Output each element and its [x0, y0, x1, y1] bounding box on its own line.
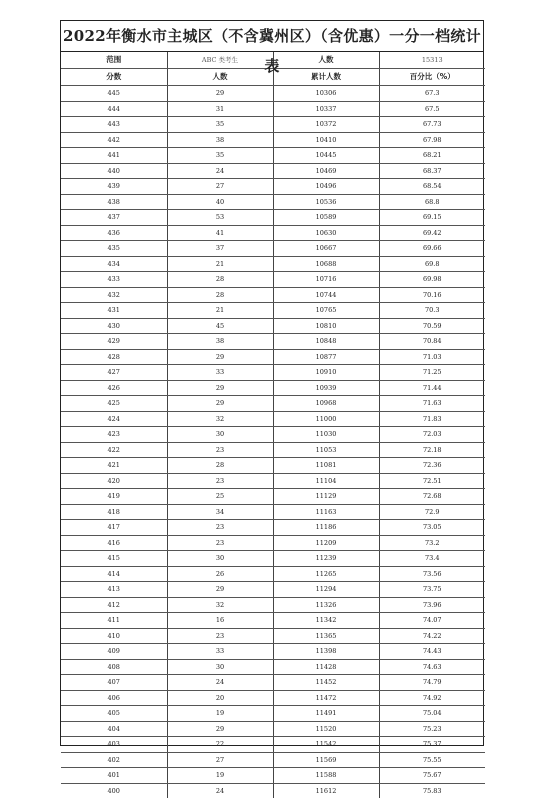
score-cell: 434 — [61, 256, 167, 272]
score-table — [61, 52, 485, 798]
percent-cell: 71.03 — [379, 349, 485, 365]
table-row — [61, 675, 485, 691]
count-cell: 21 — [167, 303, 273, 319]
count-cell: 29 — [167, 582, 273, 598]
cumulative-cell: 11542 — [273, 737, 379, 753]
percent-cell: 74.07 — [379, 613, 485, 629]
table-row — [61, 551, 485, 567]
percent-cell: 71.83 — [379, 411, 485, 427]
percent-cell: 73.96 — [379, 597, 485, 613]
score-cell: 417 — [61, 520, 167, 536]
cumulative-cell: 10810 — [273, 318, 379, 334]
cumulative-cell: 10667 — [273, 241, 379, 257]
cumulative-cell: 11000 — [273, 411, 379, 427]
count-cell: 29 — [167, 380, 273, 396]
percent-cell: 75.37 — [379, 737, 485, 753]
table-row — [61, 303, 485, 319]
cumulative-cell: 10688 — [273, 256, 379, 272]
table-row — [61, 659, 485, 675]
count-cell: 29 — [167, 721, 273, 737]
table-row — [61, 442, 485, 458]
score-cell: 422 — [61, 442, 167, 458]
score-cell: 441 — [61, 148, 167, 164]
cumulative-cell: 11342 — [273, 613, 379, 629]
table-row — [61, 256, 485, 272]
cumulative-cell: 10910 — [273, 365, 379, 381]
cumulative-cell: 11053 — [273, 442, 379, 458]
count-cell: 41 — [167, 225, 273, 241]
cumulative-cell: 10536 — [273, 194, 379, 210]
cumulative-cell: 10877 — [273, 349, 379, 365]
count-cell: 30 — [167, 659, 273, 675]
score-cell: 408 — [61, 659, 167, 675]
count-cell: 23 — [167, 473, 273, 489]
percent-cell: 71.44 — [379, 380, 485, 396]
table-row — [61, 582, 485, 598]
percent-cell: 70.59 — [379, 318, 485, 334]
percent-cell: 67.98 — [379, 132, 485, 148]
count-cell: 24 — [167, 783, 273, 798]
column-header-percent: 百分比（%） — [379, 69, 485, 86]
table-row — [61, 566, 485, 582]
table-row — [61, 783, 485, 798]
cumulative-cell: 11365 — [273, 628, 379, 644]
table-row — [61, 690, 485, 706]
table-row — [61, 752, 485, 768]
percent-cell: 68.21 — [379, 148, 485, 164]
cumulative-cell: 11588 — [273, 768, 379, 784]
percent-cell: 70.3 — [379, 303, 485, 319]
table-row — [61, 396, 485, 412]
count-cell: 27 — [167, 179, 273, 195]
table-row — [61, 380, 485, 396]
cumulative-cell: 11294 — [273, 582, 379, 598]
score-cell: 427 — [61, 365, 167, 381]
score-cell: 407 — [61, 675, 167, 691]
count-cell: 23 — [167, 520, 273, 536]
total-count-value: 15313 — [379, 52, 485, 69]
count-cell: 37 — [167, 241, 273, 257]
cumulative-cell: 10306 — [273, 86, 379, 102]
percent-cell: 72.9 — [379, 504, 485, 520]
count-cell: 24 — [167, 163, 273, 179]
table-row — [61, 225, 485, 241]
cumulative-cell: 10939 — [273, 380, 379, 396]
count-cell: 28 — [167, 272, 273, 288]
score-cell: 436 — [61, 225, 167, 241]
percent-cell: 75.67 — [379, 768, 485, 784]
table-row — [61, 179, 485, 195]
count-cell: 28 — [167, 287, 273, 303]
count-cell: 28 — [167, 458, 273, 474]
table-row — [61, 210, 485, 226]
percent-cell: 70.16 — [379, 287, 485, 303]
table-row — [61, 644, 485, 660]
percent-cell: 72.18 — [379, 442, 485, 458]
percent-cell: 71.25 — [379, 365, 485, 381]
cumulative-cell: 10968 — [273, 396, 379, 412]
cumulative-cell: 10765 — [273, 303, 379, 319]
percent-cell: 74.43 — [379, 644, 485, 660]
table-row — [61, 86, 485, 102]
score-table-sheet — [60, 20, 484, 795]
column-header-count: 人数 — [167, 69, 273, 86]
score-cell: 403 — [61, 737, 167, 753]
cumulative-cell: 11265 — [273, 566, 379, 582]
count-cell: 30 — [167, 427, 273, 443]
percent-cell: 75.83 — [422, 786, 442, 795]
percent-cell: 71.63 — [379, 396, 485, 412]
table-row — [61, 117, 485, 133]
score-cell: 420 — [61, 473, 167, 489]
cumulative-cell: 10744 — [273, 287, 379, 303]
score-cell: 402 — [61, 752, 167, 768]
score-cell: 400 — [61, 783, 167, 798]
count-cell: 34 — [167, 504, 273, 520]
score-cell: 444 — [61, 101, 167, 117]
percent-cell: 67.3 — [379, 86, 485, 102]
count-cell: 38 — [167, 334, 273, 350]
score-cell: 437 — [61, 210, 167, 226]
cumulative-cell: 11569 — [273, 752, 379, 768]
cumulative-cell: 11428 — [273, 659, 379, 675]
table-row — [61, 489, 485, 505]
table-row — [61, 721, 485, 737]
score-cell: 411 — [61, 613, 167, 629]
cumulative-cell: 11452 — [273, 675, 379, 691]
score-cell: 433 — [61, 272, 167, 288]
table-row — [61, 411, 485, 427]
cumulative-cell: 10848 — [273, 334, 379, 350]
score-cell: 405 — [61, 706, 167, 722]
score-cell: 419 — [61, 489, 167, 505]
count-cell: 23 — [167, 628, 273, 644]
cumulative-cell: 11520 — [273, 721, 379, 737]
count-cell: 21 — [167, 256, 273, 272]
score-cell: 412 — [61, 597, 167, 613]
score-cell: 430 — [61, 318, 167, 334]
percent-cell: 72.51 — [379, 473, 485, 489]
percent-cell: 70.84 — [379, 334, 485, 350]
count-cell: 29 — [167, 349, 273, 365]
table-row — [61, 613, 485, 629]
count-cell: 30 — [167, 551, 273, 567]
range-value: ABC 类考生 — [167, 52, 273, 69]
table-row — [61, 520, 485, 536]
count-cell: 26 — [167, 566, 273, 582]
percent-cell: 69.8 — [379, 256, 485, 272]
table-row — [61, 148, 485, 164]
score-cell: 442 — [61, 132, 167, 148]
percent-cell: 75.55 — [379, 752, 485, 768]
percent-cell: 68.54 — [379, 179, 485, 195]
count-cell: 40 — [167, 194, 273, 210]
count-cell: 33 — [167, 644, 273, 660]
table-row — [61, 737, 485, 753]
percent-cell: 68.8 — [379, 194, 485, 210]
score-cell: 406 — [61, 690, 167, 706]
table-row — [61, 334, 485, 350]
cumulative-cell: 10716 — [273, 272, 379, 288]
count-cell: 53 — [167, 210, 273, 226]
count-cell: 31 — [167, 101, 273, 117]
score-cell: 401 — [61, 768, 167, 784]
score-cell: 439 — [61, 179, 167, 195]
table-row — [61, 349, 485, 365]
cumulative-cell: 10496 — [273, 179, 379, 195]
count-cell: 24 — [167, 675, 273, 691]
percent-cell: 72.36 — [379, 458, 485, 474]
table-row — [61, 535, 485, 551]
percent-cell: 74.22 — [379, 628, 485, 644]
percent-cell: 69.15 — [379, 210, 485, 226]
percent-cell: 67.73 — [379, 117, 485, 133]
table-row — [61, 427, 485, 443]
cumulative-cell: 11104 — [273, 473, 379, 489]
score-cell: 423 — [61, 427, 167, 443]
percent-cell: 72.03 — [379, 427, 485, 443]
column-header-cumulative: 累计人数 — [273, 69, 379, 86]
score-cell: 414 — [61, 566, 167, 582]
score-cell: 424 — [61, 411, 167, 427]
table-row — [61, 194, 485, 210]
table-row — [61, 287, 485, 303]
count-cell: 19 — [167, 768, 273, 784]
percent-cell: 73.75 — [379, 582, 485, 598]
table-row — [61, 597, 485, 613]
table-row — [61, 458, 485, 474]
cumulative-cell: 10469 — [273, 163, 379, 179]
column-header-score: 分数 — [61, 69, 167, 86]
table-row — [61, 473, 485, 489]
percent-cell: 75.04 — [379, 706, 485, 722]
cumulative-cell: 11326 — [273, 597, 379, 613]
percent-cell: 74.92 — [379, 690, 485, 706]
percent-cell: 74.63 — [379, 659, 485, 675]
table-row — [61, 768, 485, 784]
percent-cell: 74.79 — [379, 675, 485, 691]
percent-cell: 67.5 — [379, 101, 485, 117]
cumulative-cell: 11186 — [273, 520, 379, 536]
table-row — [61, 365, 485, 381]
score-cell: 415 — [61, 551, 167, 567]
table-row — [61, 706, 485, 722]
cumulative-cell: 11239 — [273, 551, 379, 567]
cumulative-cell: 11030 — [273, 427, 379, 443]
count-cell: 23 — [167, 535, 273, 551]
table-row — [61, 272, 485, 288]
score-cell: 445 — [61, 86, 167, 102]
percent-cell: 73.4 — [379, 551, 485, 567]
table-row — [61, 163, 485, 179]
score-cell: 425 — [61, 396, 167, 412]
score-cell: 421 — [61, 458, 167, 474]
count-cell: 29 — [167, 86, 273, 102]
cumulative-cell: 10337 — [273, 101, 379, 117]
percent-cell: 73.2 — [379, 535, 485, 551]
score-cell: 409 — [61, 644, 167, 660]
score-cell: 431 — [61, 303, 167, 319]
score-cell: 438 — [61, 194, 167, 210]
score-cell: 404 — [61, 721, 167, 737]
table-row — [61, 628, 485, 644]
document-title: 2022年衡水市主城区（不含冀州区）（含优惠）一分一档统计表 — [61, 21, 483, 52]
cumulative-cell: 11398 — [273, 644, 379, 660]
score-cell: 410 — [61, 628, 167, 644]
count-cell: 45 — [167, 318, 273, 334]
cumulative-cell: 11612 — [273, 783, 379, 798]
count-cell: 16 — [167, 613, 273, 629]
table-row — [61, 504, 485, 520]
table-row — [61, 101, 485, 117]
table-row — [61, 318, 485, 334]
cumulative-cell: 10372 — [273, 117, 379, 133]
score-cell: 443 — [61, 117, 167, 133]
score-cell: 418 — [61, 504, 167, 520]
percent-cell: 73.56 — [379, 566, 485, 582]
score-cell: 428 — [61, 349, 167, 365]
percent-cell: 69.66 — [379, 241, 485, 257]
count-cell: 22 — [167, 737, 273, 753]
cumulative-cell: 11163 — [273, 504, 379, 520]
count-cell: 35 — [167, 117, 273, 133]
score-cell: 416 — [61, 535, 167, 551]
table-row — [61, 241, 485, 257]
count-cell: 29 — [167, 396, 273, 412]
percent-cell: 69.42 — [379, 225, 485, 241]
cumulative-cell: 10589 — [273, 210, 379, 226]
count-cell: 32 — [167, 411, 273, 427]
cumulative-cell: 10445 — [273, 148, 379, 164]
cumulative-cell: 11129 — [273, 489, 379, 505]
count-cell: 25 — [167, 489, 273, 505]
cumulative-cell: 11472 — [273, 690, 379, 706]
score-cell: 435 — [61, 241, 167, 257]
percent-cell: 73.05 — [379, 520, 485, 536]
count-cell: 32 — [167, 597, 273, 613]
score-cell: 432 — [61, 287, 167, 303]
cumulative-cell: 11081 — [273, 458, 379, 474]
cumulative-cell: 11209 — [273, 535, 379, 551]
score-cell: 440 — [61, 163, 167, 179]
cumulative-cell: 10630 — [273, 225, 379, 241]
cumulative-cell: 10410 — [273, 132, 379, 148]
percent-cell: 72.68 — [379, 489, 485, 505]
total-count-label: 人数 — [273, 52, 379, 69]
percent-cell: 68.37 — [379, 163, 485, 179]
count-cell: 19 — [167, 706, 273, 722]
count-cell: 38 — [167, 132, 273, 148]
percent-cell: 69.98 — [379, 272, 485, 288]
count-cell: 20 — [167, 690, 273, 706]
count-cell: 27 — [167, 752, 273, 768]
table-row — [61, 132, 485, 148]
score-cell: 426 — [61, 380, 167, 396]
range-label: 范围 — [61, 52, 167, 69]
count-cell: 23 — [167, 442, 273, 458]
score-cell: 413 — [61, 582, 167, 598]
cumulative-cell: 11491 — [273, 706, 379, 722]
percent-cell: 75.23 — [379, 721, 485, 737]
count-cell: 33 — [167, 365, 273, 381]
count-cell: 35 — [167, 148, 273, 164]
score-cell: 429 — [61, 334, 167, 350]
